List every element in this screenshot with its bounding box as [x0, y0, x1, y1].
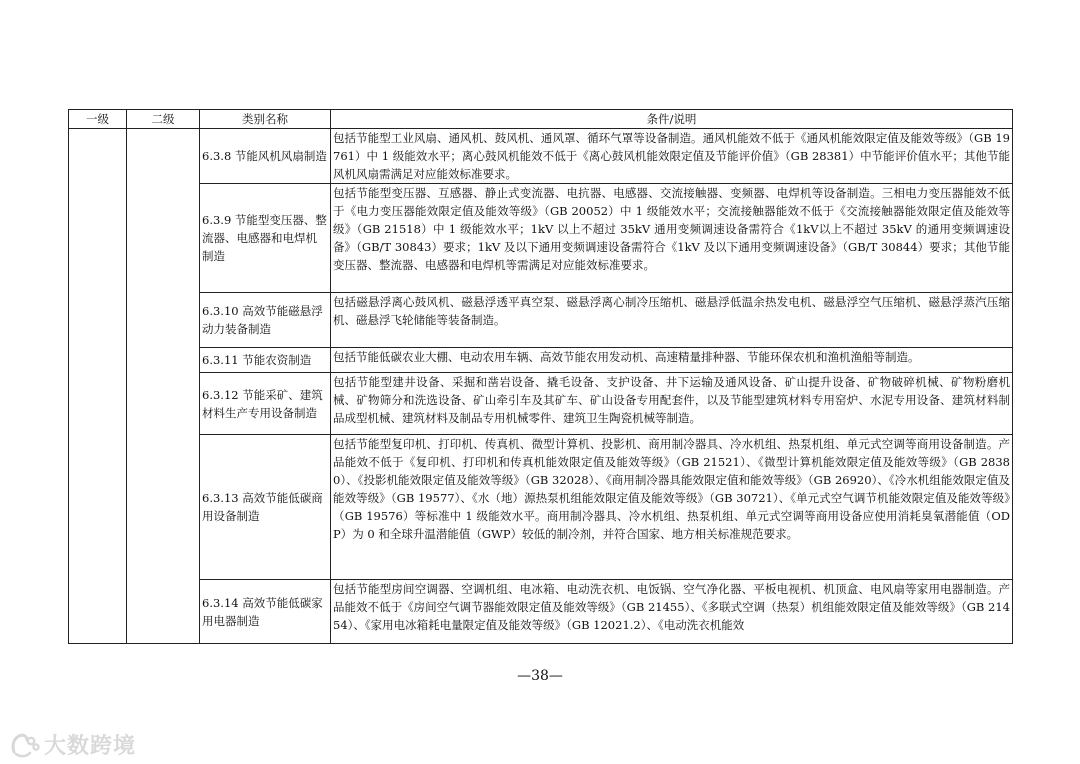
- table-row: [69, 293, 1013, 348]
- watermark-text: 大数跨境: [44, 734, 137, 759]
- standards-table: [68, 109, 1013, 644]
- category-condition: 包括节能型建井设备、采掘和凿岩设备、撬毛设备、支护设备、井下运输及通风设备、矿山提升设备、矿物破碎机械、矿物粉磨机械、矿物筛分和洗选设备、矿山牵引车及其矿车、矿山设备专用配套件，以及节能型建筑材料专用窑炉、水泥专用设备、建筑材料制品成型机械、建筑材料及制品专用机械零件、建筑卫生陶瓷机械等制造。: [331, 373, 1013, 435]
- category-condition: 包括节能型房间空调器、空调机组、电冰箱、电动洗衣机、电饭锅、空气净化器、平板电视机、机顶盒、电风扇等家用电器制造。产品能效不低于《房间空气调节器能效限定值及能效等级》（GB 21455）、《多联式空调（热泵）机组能效限定值及能效等级》（GB 21454）、《家用电冰箱耗电量限定值及能效等级》（GB 12021.2）、《电动洗衣机能效: [331, 580, 1013, 644]
- category-name: 6.3.12 节能采矿、建筑材料生产专用设备制造: [200, 373, 331, 435]
- level2-cell: [127, 129, 200, 644]
- category-name: 6.3.11 节能农资制造: [200, 348, 331, 373]
- category-name: 6.3.13 高效节能低碳商用设备制造: [200, 435, 331, 580]
- table-header-row: [69, 110, 1013, 129]
- category-condition: 包括磁悬浮离心鼓风机、磁悬浮透平真空泵、磁悬浮离心制冷压缩机、磁悬浮低温余热发电机、磁悬浮空气压缩机、磁悬浮蒸汽压缩机、磁悬浮飞轮储能等装备制造。: [331, 293, 1013, 348]
- table-row: [69, 435, 1013, 580]
- watermark: [10, 729, 136, 760]
- category-name: 6.3.8 节能风机风扇制造: [200, 129, 331, 184]
- category-name: 6.3.14 高效节能低碳家用电器制造: [200, 580, 331, 644]
- watermark-logo-icon: [10, 732, 40, 758]
- level1-cell: [69, 129, 127, 644]
- page-number: —38—: [517, 668, 563, 684]
- table-row: [69, 184, 1013, 293]
- table-row: [69, 373, 1013, 435]
- category-name: 6.3.10 高效节能磁悬浮动力装备制造: [200, 293, 331, 348]
- header-category-name: 类别名称: [200, 110, 331, 129]
- category-condition: 包括节能低碳农业大棚、电动农用车辆、高效节能农用发动机、高速精量排种器、节能环保农机和渔机渔船等制造。: [331, 348, 1013, 373]
- header-conditions: 条件/说明: [331, 110, 1013, 129]
- table-row: [69, 348, 1013, 373]
- table-row: [69, 580, 1013, 644]
- header-level1: 一级: [69, 110, 127, 129]
- table-row: [69, 129, 1013, 184]
- category-condition: 包括节能型工业风扇、通风机、鼓风机、通风罩、循环气罩等设备制造。通风机能效不低于《通风机能效限定值及能效等级》（GB 19761）中 1 级能效水平；离心鼓风机能效不低于《离心鼓风机能效限定值及节能评价值》（GB 28381）中节能评价值水平；其他节能风机风扇需满足对应能效标准要求。: [331, 129, 1013, 184]
- header-level2: 二级: [127, 110, 200, 129]
- category-condition: 包括节能型复印机、打印机、传真机、微型计算机、投影机、商用制冷器具、冷水机组、热泵机组、单元式空调等商用设备制造。产品能效不低于《复印机、打印机和传真机能效限定值及能效等级》（GB 21521）、《微型计算机能效限定值及能效等级》（GB 28380）、《投影机能效限定值及能效等级》（GB 32028）、《商用制冷器具能效限定值和能效等级》（GB 26920）、《冷水机组能效限定值及能效等级》（GB 19577）、《水（地）源热泵机组能效限定值及能效等级》（GB 30721）、《单元式空气调节机能效限定值及能效等级》（GB 19576）等标准中 1 级能效水平。商用制冷器具、冷水机组、热泵机组、单元式空调等商用设备应使用消耗臭氧潜能值（ODP）为 0 和全球升温潜能值（GWP）较低的制冷剂，并符合国家、地方相关标准规范要求。: [331, 435, 1013, 580]
- category-name: 6.3.9 节能型变压器、整流器、电感器和电焊机制造: [200, 184, 331, 293]
- category-condition: 包括节能型变压器、互感器、静止式变流器、电抗器、电感器、交流接触器、变频器、电焊机等设备制造。三相电力变压器能效不低于《电力变压器能效限定值及能效等级》（GB 20052）中 1 级能效水平；交流接触器能效不低于《交流接触器能效限定值及能效等级》（GB 21518）中 1 级能效水平；1kV 以上不超过 35kV 通用变频调速设备需符合《1kV以上不超过 35kV 的通用变频调速设备》（GB/T 30843）要求；1kV 及以下通用变频调速设备需符合《1kV 及以下通用变频调速设备》（GB/T 30844）要求；其他节能变压器、整流器、电感器和电焊机等需满足对应能效标准要求。: [331, 184, 1013, 293]
